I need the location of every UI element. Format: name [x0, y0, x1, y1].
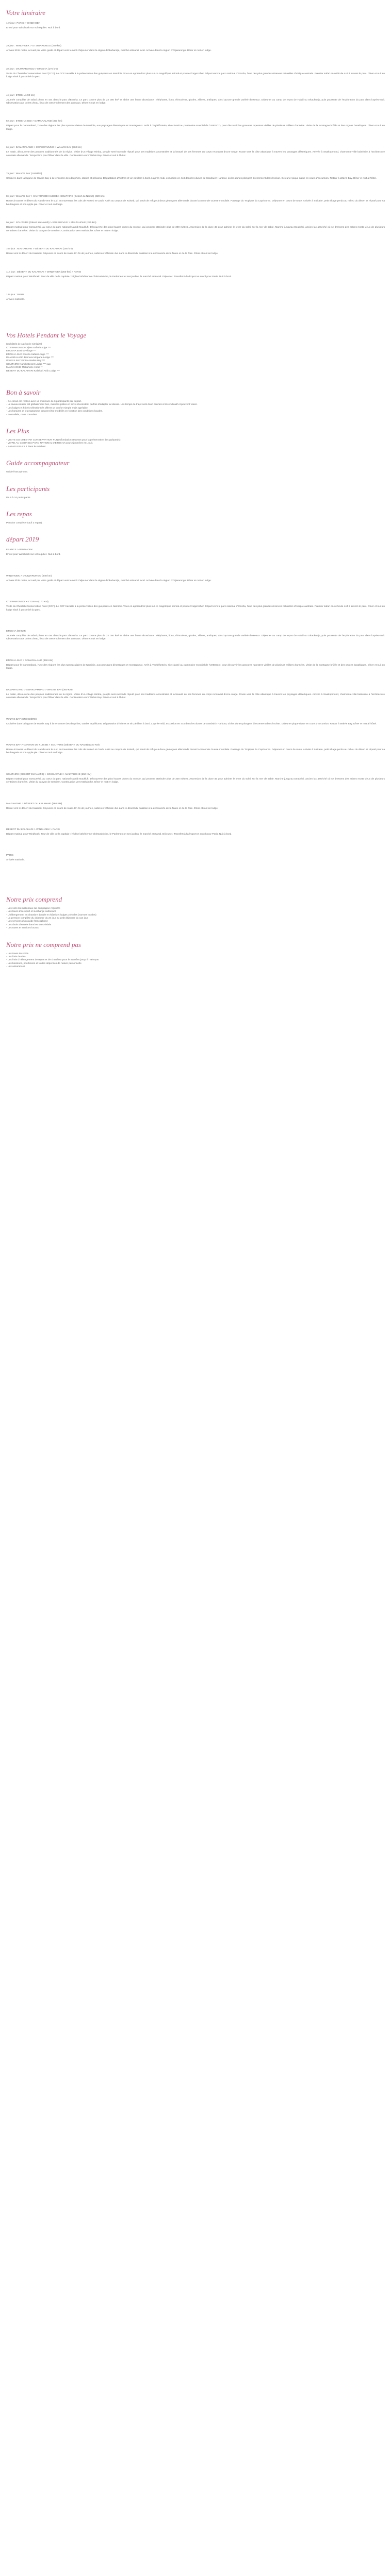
day-block: [6, 22, 385, 30]
day-block: [6, 718, 385, 726]
list-item: - Les taxes de sortie: [6, 952, 29, 955]
list-item: - Formalités, nous consulter.: [6, 413, 38, 416]
list-item: MALTAHOHE Maltahohe Hotel **: [6, 366, 43, 369]
day-title: ETOSHA (90 KM): [6, 630, 26, 633]
list-item: DÉSERT DU KALAHARI Kalahari Anib Lodge ***: [6, 369, 60, 372]
day-text: Route à travers le désert du Namib vers le sud, en traversant les cols de Kuiseb et Gaub. Arrêt au canyon de Kuiseb, qui servit de refuge à deux géologues allemands durant la Seconde Guerre mondiale. Passage du Tropique du Capricorne. Déjeuner en cours de route. Arrivée à Solitaire, petit village perdu au milieu du désert et réputé pour sa boulangerie et son apple pie. Dîner et nuit en lodge.: [6, 748, 385, 755]
day-block: [6, 600, 385, 612]
list-item: - Les assurances: [6, 965, 25, 969]
day-title: 6e jour : DAMARALAND > SWAKOPMUND > WALVIS BAY (360 km): [6, 146, 82, 149]
list-item: SOLITAIRE Namib Desert Lodge *** sup: [6, 363, 51, 366]
day-title: 3e jour : OTJIWARONGO > ETOSHA (170 km): [6, 67, 58, 71]
day-title: 12e jour : PARIS: [6, 293, 25, 296]
day-title: 8e jour : WALVIS BAY > CANYON DE KUISEB > SOLITAIRE (Désert du Namib) (320 km): [6, 195, 105, 198]
day-text: Départ matinal pour Windhoek. Tour de ville de la capitale : l'église luthérienne Christuskirche, le Parlement et ses jardins, le marché artisanal. Déjeuner. Transfert à l'aéroport et envol pour Paris. Nuit à bord.: [6, 833, 232, 836]
list-item: - Les droits d'entrée dans les sites visités: [6, 923, 52, 926]
day-block: [6, 802, 385, 810]
day-text: Visite du Cheetah Conservation Fund (CCF). Le CCF travaille à la préservation des guépards en Namibie. Vous en apprendrez plus sur ce magnifique animal et pourrez l'approcher. Départ vers le parc national d'Etosha, l'une des plus grandes réserves naturelles d'Afrique australe. Premier safari en véhicule 4x4 à travers le parc. Dîner et nuit en lodge situé à proximité du parc.: [6, 605, 385, 612]
day-block: [6, 221, 385, 233]
day-title: PARIS: [6, 854, 14, 857]
list-item: - Les frais d'hébergement de repas et de chauffeur pour le transfert jusqu'à l'aéroport: [6, 959, 99, 962]
itinerary-days: [6, 22, 385, 301]
day-block: [6, 659, 385, 671]
itinerary-title: Votre itinéraire: [6, 9, 45, 16]
list-item: - VISITE DU CHEETAH CONSERVATION FUND (fondation œuvrant pour la préservation des guépards).: [6, 439, 121, 442]
day-text: Le matin, découverte des peuples traditionnels de la région. Visite d'un village Himba, peuple semi-nomade réputé pour ses traditions ancestrales et la beauté de ses femmes au corps recouvert d'ocre rouge. Route vers la côte atlantique à travers les paysages désertiques. Arrivée à Swakopmund, charmante ville balnéaire à l'architecture coloniale allemande. Temps libre pour flâner dans la ville. Continuation vers Walvis Bay. Dîner et nuit à l'hôtel.: [6, 693, 385, 700]
day-text: Départ matinal pour Windhoek. Tour de ville de la capitale : l'église luthérienne Christuskirche, le Parlement et ses jardins, le marché artisanal. Déjeuner. Transfert à l'aéroport et envol pour Paris. Nuit à bord.: [6, 275, 232, 278]
day-title: 10e jour : MALTAHOHE > DÉSERT DU KALAHARI (180 km): [6, 248, 73, 251]
day-text: Journée complète de safari photo en 4x4 dans le parc d'Etosha. Le parc couvre plus de 22 000 km² et abrite une faune abondante : éléphants, lions, rhinocéros, girafes, zèbres, antilopes, ainsi qu'une grande variété d'oiseaux. Déjeuner au camp de repos de Halali ou Okaukuejo, puis poursuite de l'exploration du parc dans l'après-midi. Observation aux points d'eau, lieux de rassemblement des animaux. Dîner et nuit en lodge.: [6, 635, 385, 641]
extras-title: Les Plus: [6, 427, 29, 435]
day-text: Journée complète de safari photo en 4x4 dans le parc d'Etosha. Le parc couvre plus de 22 000 km² et abrite une faune abondante : éléphants, lions, rhinocéros, girafes, zèbres, antilopes, ainsi qu'une grande variété d'oiseaux. Déjeuner au camp de repos de Halali ou Okaukuejo, puis poursuite de l'exploration du parc dans l'après-midi. Observation aux points d'eau, lieux de rassemblement des animaux. Dîner et nuit en lodge.: [6, 98, 385, 105]
day-text: Visite du Cheetah Conservation Fund (CCF). Le CCF travaille à la préservation des guépards en Namibie. Vous en apprendrez plus sur ce magnifique animal et pourrez l'approcher. Départ vers le parc national d'Etosha, l'une des plus grandes réserves naturelles d'Afrique australe. Premier safari en véhicule 4x4 à travers le parc. Dîner et nuit en lodge situé à proximité du parc.: [6, 72, 385, 79]
day-text: Départ pour le Damaraland, l'une des régions les plus spectaculaires de Namibie, aux paysages désertiques et montagneux. Arrêt à Twyfelfontein, site classé au patrimoine mondial de l'UNESCO, pour découvrir les gravures rupestres vieilles de plusieurs milliers d'années. Visite de la montagne brûlée et des orgues basaltiques. Dîner et nuit en lodge.: [6, 664, 385, 670]
list-item: - Les taxes et services locaux: [6, 927, 39, 930]
list-item: - Les services d'un guide francophone: [6, 920, 48, 923]
list-item: - Les boissons, pourboires et toutes dépenses de nature personnelle: [6, 962, 82, 965]
day-title: WALVIS BAY > CANYON DE KUISEB > SOLITAIRE (DÉSERT DU NAMIB) (320 KM): [6, 743, 100, 747]
list-item: - Les taxes d'aéroport et surcharge carburant: [6, 910, 56, 913]
day-title: 5e jour : ETOSHA SUD > DAMARALAND (350 km): [6, 120, 62, 123]
day-block: [6, 548, 385, 556]
day-title: 4e jour : ETOSHA (90 km): [6, 94, 35, 97]
day-text: Le matin, découverte des peuples traditionnels de la région. Visite d'un village Himba, peuple semi-nomade réputé pour ses traditions ancestrales et la beauté de ses femmes au corps recouvert d'ocre rouge. Route vers la côte atlantique à travers les paysages désertiques. Arrivée à Swakopmund, charmante ville balnéaire à l'architecture coloniale allemande. Temps libre pour flâner dans la ville. Continuation vers Walvis Bay. Dîner et nuit à l'hôtel.: [6, 151, 385, 157]
list-item: - L'hébergement en chambre double en hôtels et lodges 3 étoiles (normes locales): [6, 913, 96, 917]
list-item: - Le niveau routier est globalement bon, mais les pistes en terre nécessitent parfois d'adapter la vitesse. Les temps de trajet sont donc donnés à titre indicatif et peuvent varier.: [6, 403, 198, 406]
list-item: WALVIS BAY Protea Walvis Bay ***: [6, 360, 45, 363]
list-item: - VIVRE AU CŒUR DU PARC NATIONAL D'ETOSHA pour 2 journées et 1 nuit.: [6, 442, 93, 445]
day-text: Croisière dans la lagune de Walvis Bay à la rencontre des dauphins, otaries et pélicans. Dégustation d'huîtres et vin pétillant à bord. L'après-midi, excursion en 4x4 dans les dunes de Sandwich Harbour, où les dunes plongent directement dans l'océan. Déjeuner pique-nique en cours d'excursion. Retour à Walvis Bay. Dîner et nuit à l'hôtel.: [6, 177, 377, 180]
day-block: [6, 247, 385, 256]
day-block: [6, 574, 385, 583]
day-text: Envol pour Windhoek sur vol régulier. Nuit à bord.: [6, 553, 61, 556]
day-block: [6, 743, 385, 755]
day-block: [6, 195, 385, 207]
hotels-intro: (ou hôtels de catégorie similaire): [6, 343, 42, 346]
list-item: ETOSHA SUD Etosha Safari Lodge ***: [6, 353, 49, 356]
day-block: [6, 146, 385, 158]
day-title: OTJIWARONGO > ETOSHA (170 KM): [6, 601, 48, 604]
list-item: - Les horaires et le programme peuvent être modifiés en fonction des conditions locales.: [6, 410, 103, 413]
day-block: [6, 270, 385, 279]
list-item: - Ce circuit est réalisé avec un minimum de 6 participants par départ.: [6, 400, 82, 403]
meals-text: Pension complète (sauf 3 repas).: [6, 522, 43, 525]
participants-text: De 6 à 24 participants.: [6, 496, 31, 499]
day-title: 1er jour : PARIS > WINDHOEK: [6, 22, 41, 25]
day-title: 11e jour : DÉSERT DU KALAHARI > WINDHOEK (250 km) > PARIS: [6, 270, 82, 274]
day-title: 9e jour : SOLITAIRE (Désert du Namib) > SOSSUSVLEI > MALTAHOHE (250 km): [6, 222, 96, 225]
day-text: Départ matinal pour Sossusvlei, au cœur du parc national Namib Naukluft. Découverte des plus hautes dunes du monde, qui peuvent atteindre plus de 300 mètres. Ascension de la dune 45 pour admirer le lever du soleil sur la mer de sable. Marche jusqu'au Deadvlei, ancien lac asséché où se dressent des arbres morts vieux de plusieurs centaines d'années. Visite du canyon de Sesriem. Continuation vers Maltahohe. Dîner et nuit en lodge.: [6, 777, 385, 784]
page: [0, 0, 391, 969]
good-to-know-list: [6, 400, 385, 417]
day-block: [6, 293, 385, 301]
includes-title: Notre prix comprend: [6, 895, 62, 903]
day-text: Croisière dans la lagune de Walvis Bay à la rencontre des dauphins, otaries et pélicans. Dégustation d'huîtres et vin pétillant à bord. L'après-midi, excursion en 4x4 dans les dunes de Sandwich Harbour, où les dunes plongent directement dans l'océan. Déjeuner pique-nique en cours d'excursion. Retour à Walvis Bay. Dîner et nuit à l'hôtel.: [6, 722, 377, 725]
day-title: WALVIS BAY (CROISIÈRE): [6, 718, 37, 721]
day-text: Route à travers le désert du Namib vers le sud, en traversant les cols de Kuiseb et Gaub. Arrêt au canyon de Kuiseb, qui servit de refuge à deux géologues allemands durant la Seconde Guerre mondiale. Passage du Tropique du Capricorne. Déjeuner en cours de route. Arrivée à Solitaire, petit village perdu au milieu du désert et réputé pour sa boulangerie et son apple pie. Dîner et nuit en lodge.: [6, 200, 385, 206]
list-item: DAMARALAND Damara Mopane Lodge ***: [6, 356, 54, 359]
hotels-title: Vos Hotels Pendant le Voyage: [6, 331, 87, 340]
day-block: [6, 67, 385, 79]
meals-title: Les repas: [6, 510, 32, 518]
extras-list: [6, 439, 385, 449]
guide-title: Guide accompagnateur: [6, 459, 70, 467]
day-text: Arrivée matinale.: [6, 298, 25, 301]
list-item: - Les frais de visa: [6, 956, 26, 958]
day-title: WINDHOEK > OTJIWARONGO (240 km): [6, 574, 52, 578]
day-text: Arrivée tôt le matin, accueil par votre guide et départ vers le nord. Déjeuner dans la région d'Okahandja, marché artisanal local. Arrivée dans la région d'Otjiwarongo. Dîner et nuit en lodge.: [6, 579, 212, 582]
day-block: [6, 44, 385, 53]
day-block: [6, 688, 385, 700]
list-item: - La pension complète du déjeuner du 2e jour au petit déjeuner du 11e jour: [6, 917, 88, 920]
day-title: DAMARALAND > SWAKOPMUND > WALVIS BAY (360 KM): [6, 688, 73, 691]
list-item: ETOSHA Etosha Village ***: [6, 350, 37, 353]
day-title: 7e jour : WALVIS BAY (croisière): [6, 173, 42, 176]
guide-text: Guide francophone.: [6, 471, 28, 474]
day-block: [6, 854, 385, 862]
list-item: - Les vols internationaux sur compagnie régulière: [6, 907, 60, 910]
day-title: SOLITAIRE (DÉSERT DU NAMIB) > SOSSUSVLEI > MALTAHOHE (250 KM): [6, 773, 91, 776]
day-title: MALTAHOHE > DÉSERT DU KALAHARI (180 KM): [6, 802, 62, 805]
day-block: [6, 94, 385, 106]
day-block: [6, 172, 385, 180]
excludes-title: Notre prix ne comprend pas: [6, 940, 81, 948]
excludes-list: [6, 953, 385, 969]
day-block: [6, 828, 385, 836]
day-title: DÉSERT DU KALAHARI > WINDHOEK > PARIS: [6, 828, 60, 831]
day-text: Départ matinal pour Sossusvlei, au cœur du parc national Namib Naukluft. Découverte des plus hautes dunes du monde, qui peuvent atteindre plus de 300 mètres. Ascension de la dune 45 pour admirer le lever du soleil sur la mer de sable. Marche jusqu'au Deadvlei, ancien lac asséché où se dressent des arbres morts vieux de plusieurs centaines d'années. Visite du canyon de Sesriem. Continuation vers Maltahohe. Dîner et nuit en lodge.: [6, 226, 385, 232]
list-item: OTJIWARONGO Otjiwa Safari Lodge ***: [6, 346, 51, 349]
includes-list: [6, 907, 385, 930]
participants-title: Les participants: [6, 484, 50, 493]
day-text: Arrivée tôt le matin, accueil par votre guide et départ vers le nord. Déjeuner dans la région d'Okahandja, marché artisanal local. Arrivée dans la région d'Otjiwarongo. Dîner et nuit en lodge.: [6, 49, 212, 53]
day-block: [6, 120, 385, 131]
day-text: Envol pour Windhoek sur vol régulier. Nuit à bord.: [6, 27, 61, 29]
day-title: ETOSHA SUD > DAMARALAND (350 KM): [6, 659, 53, 662]
hotels-list: [6, 347, 385, 373]
day-title: FRANCE > WINDHOEK: [6, 549, 33, 552]
day-title: 2e jour : WINDHOEK > OTJIWARONGO (240 km): [6, 45, 61, 48]
day-text: Arrivée matinale.: [6, 859, 25, 862]
day-text: Départ pour le Damaraland, l'une des régions les plus spectaculaires de Namibie, aux paysages désertiques et montagneux. Arrêt à Twyfelfontein, site classé au patrimoine mondial de l'UNESCO, pour découvrir les gravures rupestres vieilles de plusieurs milliers d'années. Visite de la montagne brûlée et des orgues basaltiques. Dîner et nuit en lodge.: [6, 125, 385, 131]
list-item: - SAFARI EN 4 X 4 dans le Kalahari.: [6, 445, 46, 448]
good-to-know-title: Bon à savoir: [6, 388, 41, 396]
day-block: [6, 630, 385, 641]
departure-title: départ 2019: [6, 535, 39, 544]
departure-days: [6, 548, 385, 862]
day-text: Route vers le désert du Kalahari. Déjeuner en cours de route. En fin de journée, safari en véhicule 4x4 dans le désert du Kalahari à la découverte de la faune et de la flore. Dîner et nuit en lodge.: [6, 252, 219, 256]
day-text: Route vers le désert du Kalahari. Déjeuner en cours de route. En fin de journée, safari en véhicule 4x4 dans le désert du Kalahari à la découverte de la faune et de la flore. Dîner et nuit en lodge.: [6, 807, 219, 810]
list-item: - Les lodges et hôtels sélectionnés offrent un confort simple mais agréable.: [6, 406, 89, 410]
day-block: [6, 773, 385, 785]
